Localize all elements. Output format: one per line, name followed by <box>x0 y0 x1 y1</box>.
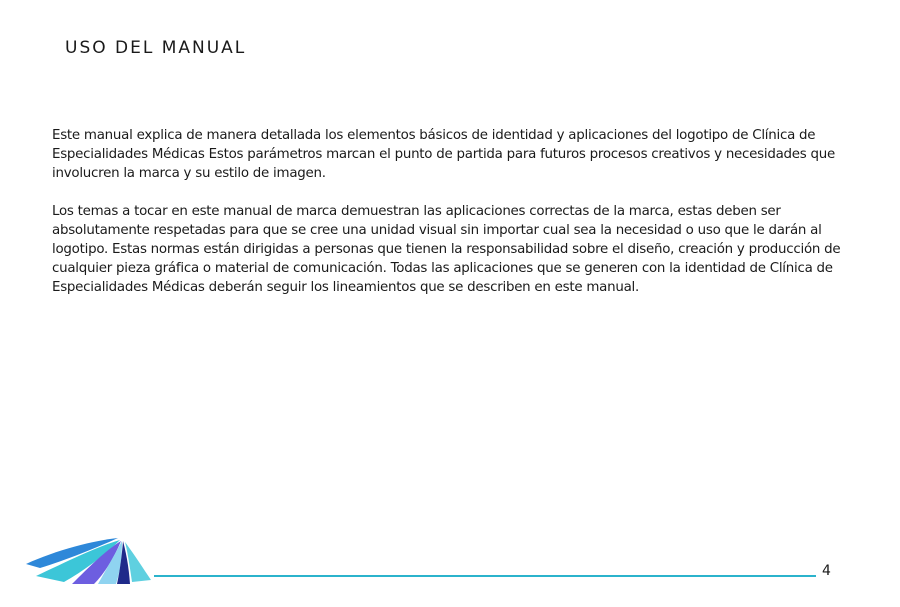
page-number: 4 <box>822 563 831 579</box>
footer-rule <box>154 575 816 577</box>
body-text <box>52 126 868 316</box>
guidelines-paragraph: Los temas a tocar en este manual de marca demuestran las aplicaciones correctas de la marca, estas deben ser absolutamente respetadas para que se cree una unidad visual sin importar cual sea la necesidad o uso que le darán al logotipo. Estas normas están dirigidas a personas que tienen la responsabilidad sobre el diseño, creación y producción de cualquier pieza gráfica o material de comunicación. Todas las aplicaciones que se generen con la identidad de Clínica de Especialidades Médicas deberán seguir los lineamientos que se describen en este manual. <box>52 204 841 295</box>
intro-paragraph: Este manual explica de manera detallada los elementos básicos de identidad y aplicaciones del logotipo de Clínica de Especialidades Médicas Estos parámetros marcan el punto de partida para futuros procesos creativos y necesidades que involucren la marca y su estilo de imagen. <box>52 128 835 181</box>
brand-logo-mark <box>26 534 152 586</box>
page-title: USO DEL MANUAL <box>65 38 247 58</box>
